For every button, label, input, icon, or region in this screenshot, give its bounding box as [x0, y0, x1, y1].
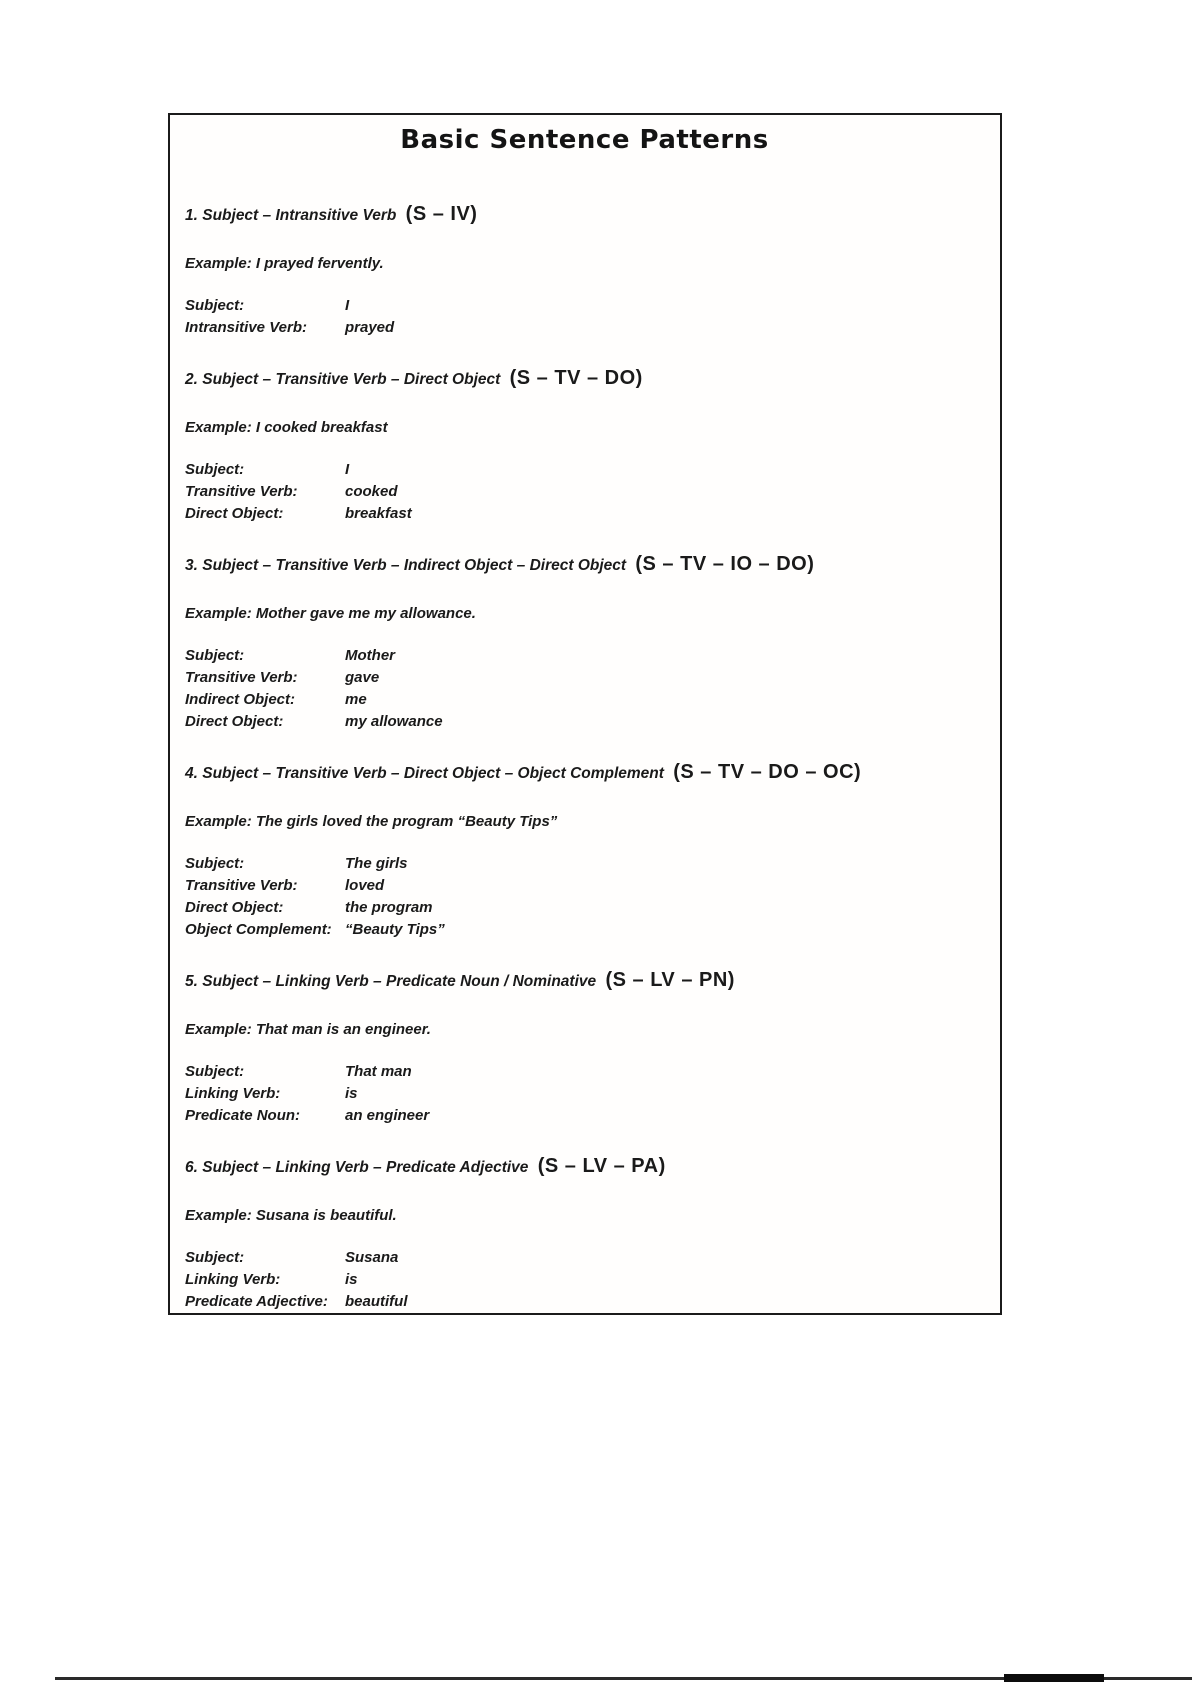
breakdown-label: Intransitive Verb: [185, 319, 307, 336]
example-sentence: Example: Susana is beautiful. [185, 1207, 397, 1224]
breakdown-label: Subject: [185, 297, 245, 314]
breakdown-row [185, 503, 984, 525]
breakdown-label: Subject: [185, 855, 245, 872]
section-heading [185, 759, 984, 787]
breakdown-label: Subject: [185, 461, 245, 478]
breakdown-row [185, 481, 984, 503]
breakdown-label: Predicate Noun: [185, 1107, 301, 1124]
pattern-abbreviation: (S – LV – PA) [537, 1155, 666, 1177]
section-heading-text: 2. Subject – Transitive Verb – Direct Object [185, 371, 501, 388]
pattern-section [185, 967, 984, 1127]
breakdown-label: Transitive Verb: [185, 483, 298, 500]
breakdown-value: I [345, 297, 350, 314]
breakdown-list [185, 1247, 984, 1313]
document-frame [168, 113, 1002, 1315]
breakdown-value: prayed [345, 319, 395, 336]
breakdown-list [185, 645, 984, 733]
section-heading [185, 365, 984, 393]
breakdown-label: Linking Verb: [185, 1085, 281, 1102]
breakdown-row [185, 875, 984, 897]
section-heading-text: 3. Subject – Transitive Verb – Indirect Object – Direct Object [185, 557, 627, 574]
breakdown-row [185, 459, 984, 481]
breakdown-value: breakfast [345, 505, 412, 522]
section-heading-text: 4. Subject – Transitive Verb – Direct Object – Object Complement [185, 765, 664, 782]
sections-container [185, 201, 984, 1313]
breakdown-value: an engineer [345, 1107, 430, 1124]
breakdown-label: Subject: [185, 647, 245, 664]
breakdown-value: cooked [345, 483, 398, 500]
breakdown-value: That man [345, 1063, 412, 1080]
breakdown-value: me [345, 691, 367, 708]
pattern-section [185, 551, 984, 733]
breakdown-row [185, 645, 984, 667]
example-sentence: Example: Mother gave me my allowance. [185, 605, 476, 622]
breakdown-row [185, 1061, 984, 1083]
breakdown-label: Direct Object: [185, 713, 284, 730]
breakdown-row [185, 1291, 984, 1313]
breakdown-row [185, 711, 984, 733]
breakdown-value: gave [345, 669, 380, 686]
breakdown-row [185, 317, 984, 339]
example-sentence: Example: That man is an engineer. [185, 1021, 431, 1038]
breakdown-row [185, 1269, 984, 1291]
section-heading-text: 6. Subject – Linking Verb – Predicate Adjective [185, 1159, 529, 1176]
breakdown-label: Predicate Adjective: [185, 1293, 328, 1310]
breakdown-value: is [345, 1085, 358, 1102]
breakdown-list [185, 853, 984, 941]
example-sentence: Example: I prayed fervently. [185, 255, 384, 272]
breakdown-row [185, 295, 984, 317]
breakdown-label: Direct Object: [185, 899, 284, 916]
breakdown-label: Transitive Verb: [185, 877, 298, 894]
breakdown-label: Direct Object: [185, 505, 284, 522]
breakdown-value: is [345, 1271, 358, 1288]
breakdown-label: Transitive Verb: [185, 669, 298, 686]
section-heading [185, 201, 984, 229]
breakdown-value: loved [345, 877, 385, 894]
breakdown-row [185, 853, 984, 875]
section-heading [185, 551, 984, 579]
breakdown-value: I [345, 461, 350, 478]
breakdown-value: “Beauty Tips” [345, 921, 445, 938]
pattern-abbreviation: (S – LV – PN) [605, 969, 735, 991]
breakdown-value: Susana [345, 1249, 399, 1266]
example-sentence: Example: I cooked breakfast [185, 419, 388, 436]
breakdown-row [185, 897, 984, 919]
pattern-abbreviation: (S – IV) [405, 203, 478, 225]
breakdown-value: Mother [345, 647, 395, 664]
pattern-abbreviation: (S – TV – IO – DO) [635, 553, 815, 575]
scan-artifact-mark [1004, 1674, 1104, 1682]
breakdown-list [185, 295, 984, 339]
breakdown-list [185, 459, 984, 525]
breakdown-row [185, 667, 984, 689]
breakdown-value: my allowance [345, 713, 443, 730]
breakdown-row [185, 1083, 984, 1105]
breakdown-value: The girls [345, 855, 408, 872]
example-sentence: Example: The girls loved the program “Beauty Tips” [185, 813, 558, 830]
breakdown-row [185, 1105, 984, 1127]
pattern-section [185, 365, 984, 525]
section-heading [185, 1153, 984, 1181]
pattern-abbreviation: (S – TV – DO) [509, 367, 643, 389]
section-heading [185, 967, 984, 995]
section-heading-text: 1. Subject – Intransitive Verb [185, 207, 397, 224]
section-heading-text: 5. Subject – Linking Verb – Predicate Noun / Nominative [185, 973, 597, 990]
breakdown-list [185, 1061, 984, 1127]
pattern-abbreviation: (S – TV – DO – OC) [673, 761, 862, 783]
breakdown-label: Object Complement: [185, 921, 332, 938]
breakdown-label: Subject: [185, 1249, 245, 1266]
breakdown-row [185, 1247, 984, 1269]
breakdown-label: Linking Verb: [185, 1271, 281, 1288]
pattern-section [185, 201, 984, 339]
breakdown-value: the program [345, 899, 433, 916]
breakdown-row [185, 919, 984, 941]
pattern-section [185, 759, 984, 941]
breakdown-label: Subject: [185, 1063, 245, 1080]
breakdown-value: beautiful [345, 1293, 408, 1310]
page-title: Basic Sentence Patterns [400, 125, 769, 155]
breakdown-row [185, 689, 984, 711]
pattern-section [185, 1153, 984, 1313]
breakdown-label: Indirect Object: [185, 691, 296, 708]
